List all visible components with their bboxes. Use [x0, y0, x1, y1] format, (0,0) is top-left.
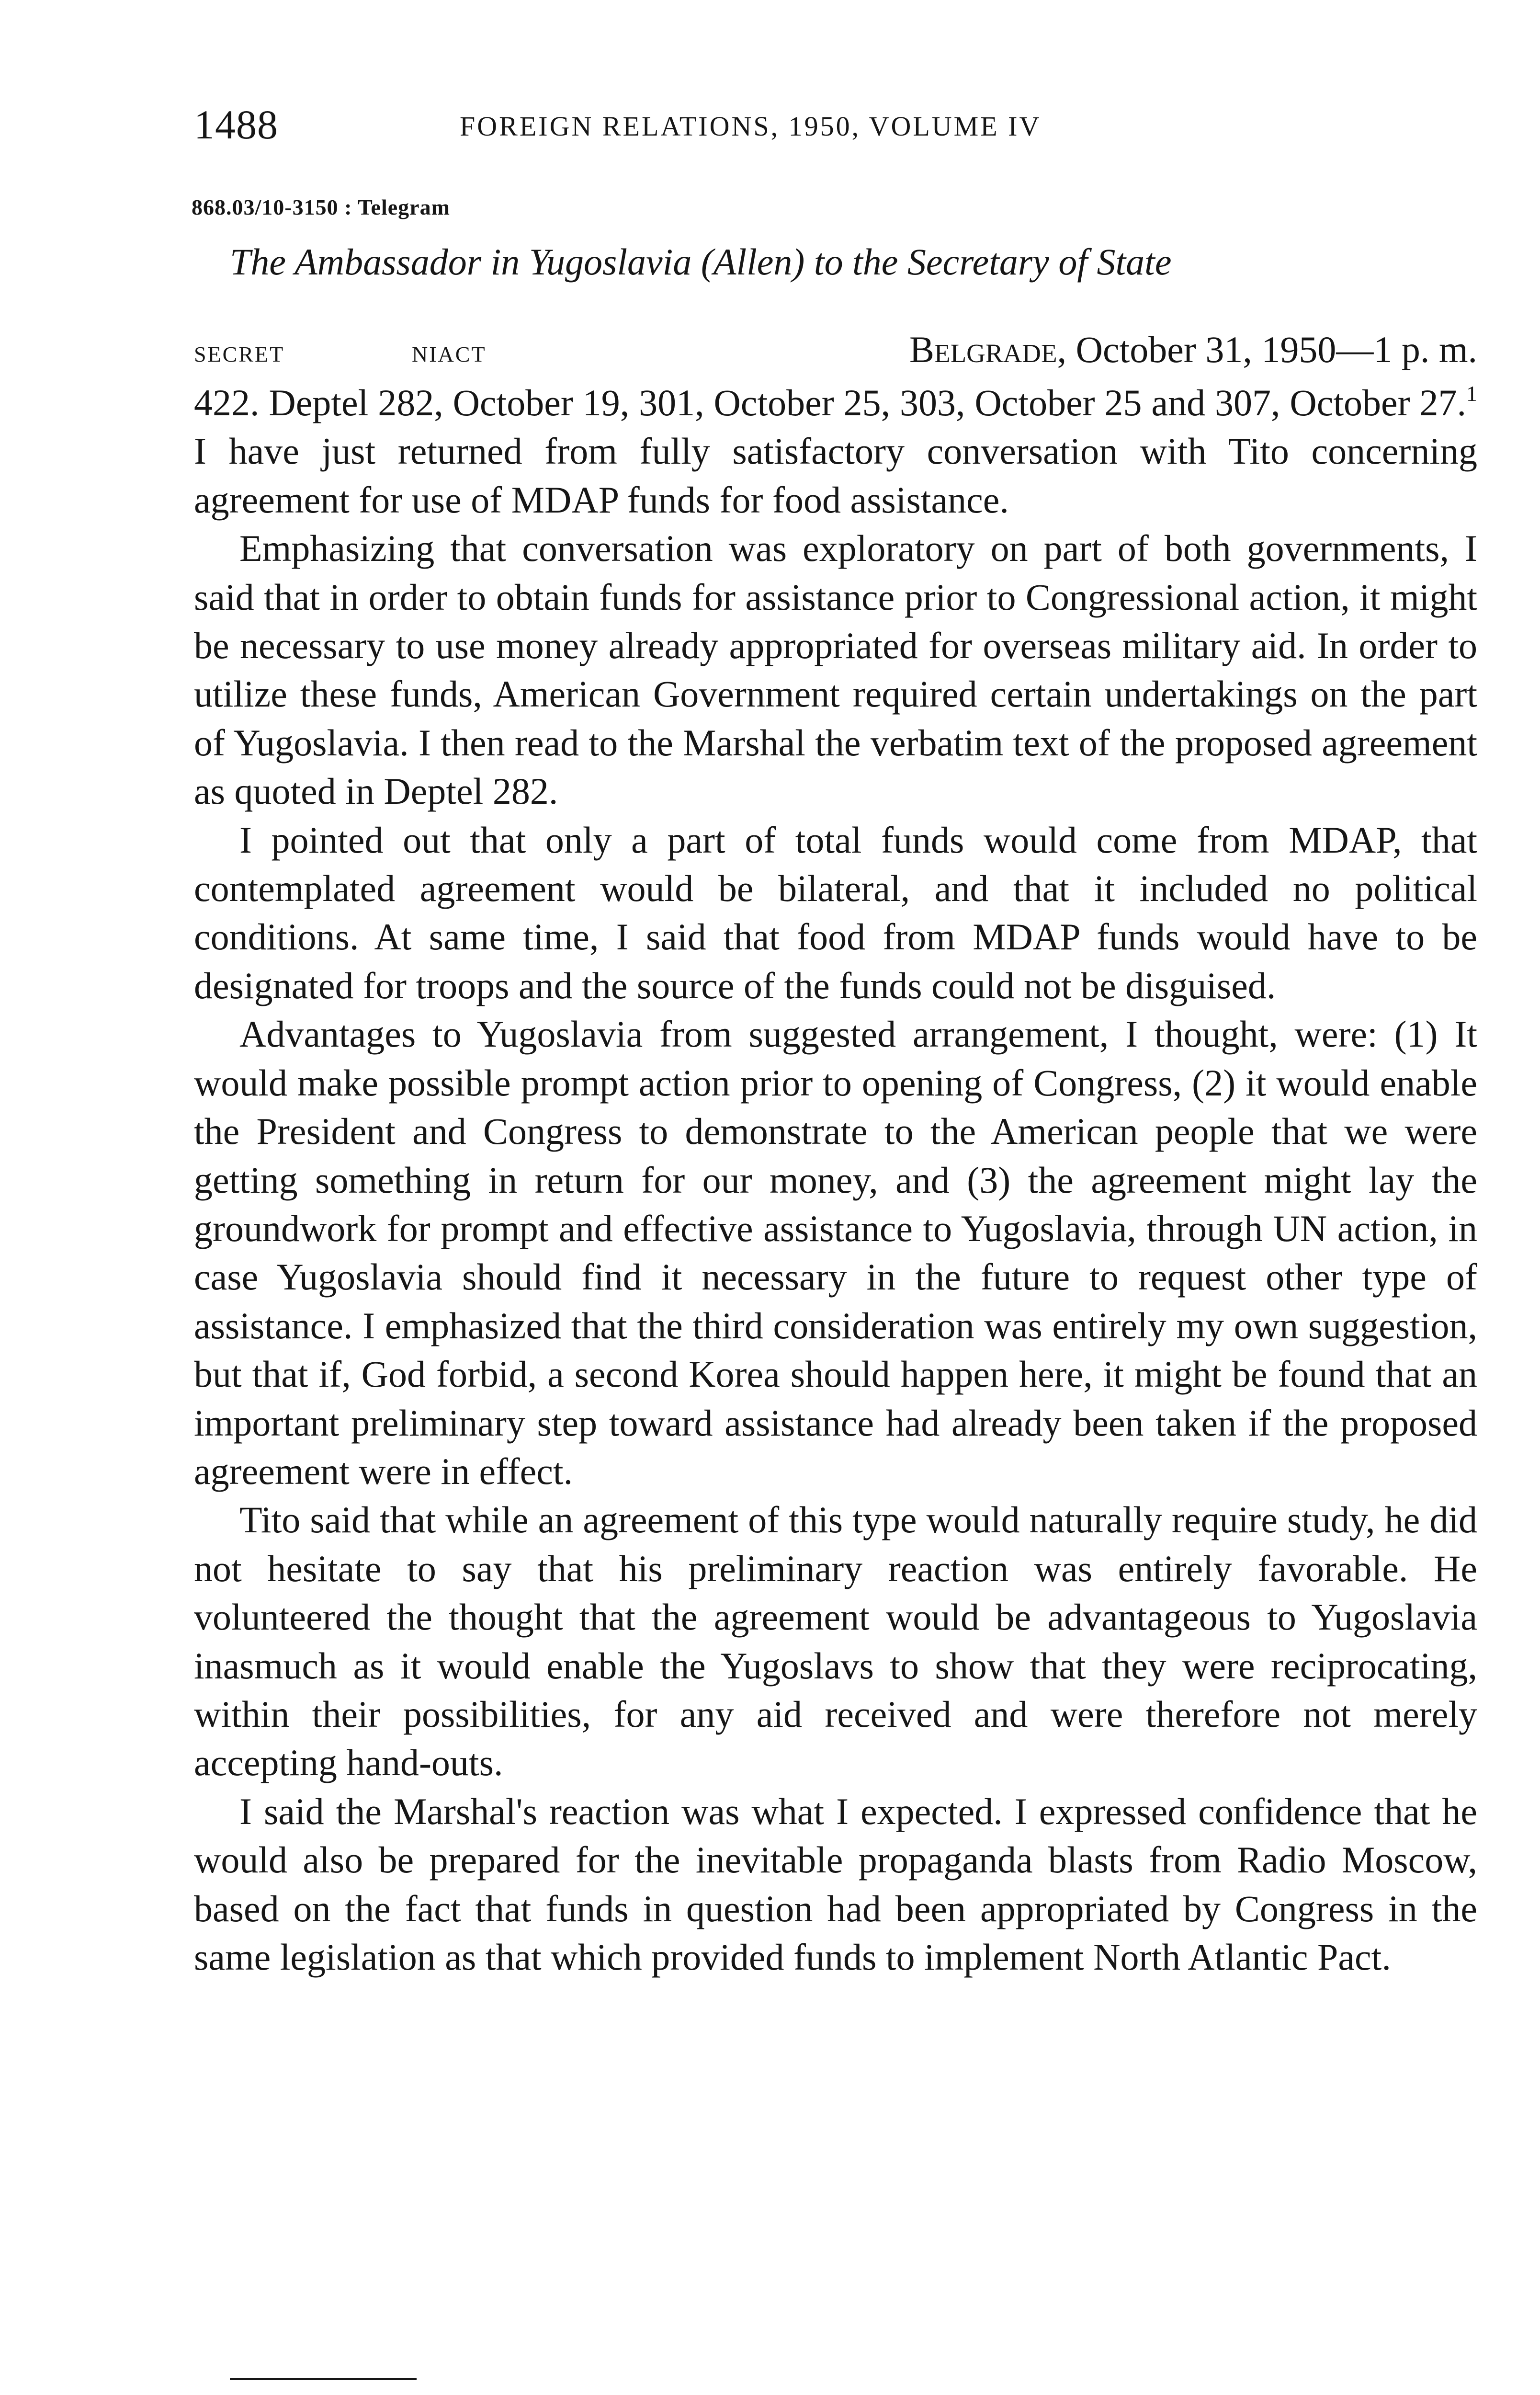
paragraph-1-text: 422. Deptel 282, October 19, 301, October 25, 303, October 25 and 307, October 27.	[194, 382, 1466, 423]
dateline-row	[194, 326, 1477, 374]
running-head	[194, 98, 1214, 151]
dateline-place: Belgrade,	[909, 329, 1067, 370]
paragraph-2: Emphasizing that conversation was exploratory on part of both governments, I said that in order to obtain funds for assistance prior to Congressional action, it might be necessary to use money already appropriated for overseas military aid. In order to utilize these funds, American Government required certain undertakings on the part of Yugoslavia. I then read to the Marshal the verbatim text of the proposed agreement as quoted in Deptel 282.	[194, 527, 1477, 812]
series-title: FOREIGN RELATIONS, 1950, VOLUME IV	[460, 111, 1042, 142]
paragraph-5: Tito said that while an agreement of this type would naturally require study, he did not hesitate to say that his preliminary reaction was entirely favorable. He volunteered the thought that the agreement would be advantageous to Yugoslavia inasmuch as it would enable the Yugoslavs to show that they were reciprocating, within their possibilities, for any aid received and were therefore not merely accepting hand-outs.	[194, 1499, 1477, 1784]
footnote-divider	[230, 2378, 417, 2380]
dateline	[909, 326, 1477, 374]
page-number: 1488	[194, 102, 278, 148]
paragraph-6: I said the Marshal's reaction was what I expected. I expressed confidence that he would also be prepared for the inevitable propaganda blasts from Radio Moscow, based on the fact that funds in question had been appropriated by Congress in the same legislation as that which provided funds to implement North Atlantic Pact.	[194, 1790, 1477, 1978]
classification-label: SECRET	[194, 342, 285, 366]
paragraph-4: Advantages to Yugoslavia from suggested arrangement, I thought, were: (1) It would make possible prompt action prior to opening of Congress, (2) it would enable the President and Congress to demonstrate to the American people that we were getting something in return for our money, and (3) the agreement might lay the groundwork for prompt and effective assistance to Yugoslavia, through UN action, in case Yugoslavia should find it necessary in the future to request other type of assistance. I emphasized that the third consideration was entirely my own suggestion, but that if, God forbid, a second Korea should happen here, it might be found that an important preliminary step toward assistance had already been taken if the proposed agreement were in effect.	[194, 1013, 1477, 1492]
file-number: 868.03/10-3150 : Telegram	[192, 195, 450, 219]
document-heading: The Ambassador in Yugoslavia (Allen) to the Secretary of State	[230, 241, 1172, 283]
paragraph-1	[194, 378, 1477, 524]
footnote-reference: 1	[1466, 381, 1477, 406]
paragraph-3: I pointed out that only a part of total funds would come from MDAP, that contemplated agreement would be bilateral, and that it included no political conditions. At same time, I said that food from MDAP funds would have to be designated for troops and the source of the funds could not be disguised.	[194, 819, 1477, 1006]
precedence-label: NIACT	[412, 342, 487, 366]
telegram-body	[194, 378, 1477, 1981]
paragraph-1-continuation: I have just returned from fully satisfactory conversation with Tito concerning agreement for use of MDAP funds for food assistance.	[194, 430, 1477, 521]
dateline-date: October 31, 1950—1 p. m.	[1076, 329, 1477, 370]
